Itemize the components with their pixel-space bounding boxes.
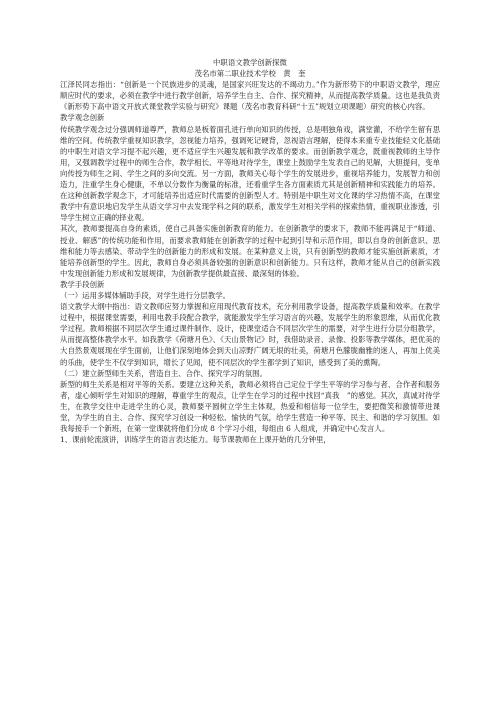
paragraph: 传统教学观念过分强调师道尊严，教师总是板着面孔进行单向知识的传授，总是唱独角戏，满堂灌，不给学生留有思维的空间。传统教学重视知识教学，忽视能力培养，强调死记硬背，忽视语言理解，使得本来重专业技能轻文化基础的中职生对语文学习提不起兴趣，更不适应学生兴趣发展和教学改革的要求。而创新教学观念，既重视教师的主导作用，又强调教学过程中的师生合作，教学相长、平等地对待学生，课堂上鼓励学生发表自己的见解，大胆提问，变单向传授为师生之间、学生之间的多向交流。另一方面，教师关心每个学生的发展进步，重视培养能力，发展智力和创造力，注重学生身心健康，不单以分数作为衡量的标准，还看重学生各方面素质尤其是创新精神和实践能力的培养。在这种创新教学观念下，才可能培养出适应时代需要的创新型人才。特别是中职生对文化课的学习热情不高，在课堂教学中有意识地启发学生从语文学习中去发现学科之间的联系，激发学生对相关学科的探索热情，重视职业渗透，引导学生树立正确的择业观。 bbox=[60, 124, 440, 223]
paragraph: 江泽民同志指出：“创新是一个民族进步的灵魂，是国家兴旺发达的不竭动力。”作为新形势下的中职语文教学，理应顺应时代的要求，必须在教学中进行教学创新，培养学生自主、合作、探究精神，从而提高教学质量。这也是我负责《新形势下高中语文开放式课堂教学实验与研究》课题（茂名市教育科研“十五”规划立项课题）研究的核心内容。 bbox=[60, 80, 440, 112]
paragraph: 新型的师生关系是相对平等的关系。要建立这种关系，教师必须将自己定位于学生平等的学习参与者、合作者和服务者，虚心倾听学生对知识的理解，尊重学生的观点，让学生在学习的过程中找回“真我 ”的感觉。其次，真诚对待学生，在教学交往中走进学生的心灵，教师要平圆树立学生主体观，热爱和相信每一位学生，要把微笑和激情带进课堂，为学生的自主、合作、探究学习创设一种轻松、愉快的气氛，给学生营造一种平等、民主、和谐的学习氛围。如我每接手一个新班，在第一堂课就将他们分成 8 个学习小组，每组由 6 人组成，并确定中心发言人。 bbox=[60, 379, 440, 434]
document-body bbox=[60, 57, 440, 445]
subsection-heading: （一）运用多媒体辅助手段，对学生进行分层教学。 bbox=[60, 290, 230, 300]
subsection-heading: （二）建立新型师生关系，营造自主、合作、探究学习的氛围。 bbox=[60, 368, 267, 378]
section-heading: 教学观念创新 bbox=[60, 113, 105, 123]
author-line: 茂名市第二职业技术学校 黄 奎 bbox=[194, 69, 306, 79]
paragraph: 语文教学大纲中指出：语文教师应努力掌握和应用现代教育技术，充分利用教学设备，提高教学质量和效率。在教学过程中，根据课堂需要，利用电教手段配合教学，就能激发学生学习语言的兴趣，发展学生的形象思维，从而优化教学过程。教师根据不同层次学生通过课件制作、设计，使课堂适合不同层次学生的需要，对学生进行分层分组教学，从而提高整体教学水平。如我教学《荷塘月色》、《天山景物记》时，我借助录音、录像、投影等教学媒体，把优美的大自然景观展现在学生面前，让他们深刻地体会到天山凉野广阔无垠的壮美，荷塘月色朦胧幽雅的迷人，再加上优美的乐曲，使学生不仅学到知识，增长了见闻，使不同层次的学生都学到了知识，感受到了美的熏陶。 bbox=[60, 302, 440, 367]
section-heading: 教学手段创新 bbox=[60, 279, 105, 289]
paragraph: 1、课前轮流演讲，训练学生的语言表达能力。每节课教师在上课开始的几分钟里， bbox=[60, 435, 331, 445]
paragraph: 其次，教师要提高自身的素质，使自己具备实施创新教育的能力。在创新教学的要求下，教师不能再满足于“师道、授业、解惑”的传统功能和作用，而要求教师能在创新教学的过程中起到引导和示范作用，即以自身的创新意识、思维和能力等去感染、带动学生的创新能力的形成和发展。在某种意义上说，只有创新型的教师才能实施创新素质，才能培养创新型的学生。因此，教师自身必须具备较强的创新意识和创新能力。只有这样，教师才能从自己的创新实践中发现创新能力形成和发展规律，为创新教学提供最直接、最深刻的体验。 bbox=[60, 224, 440, 278]
document-title: 中职语文教学创新探微 bbox=[213, 58, 287, 67]
